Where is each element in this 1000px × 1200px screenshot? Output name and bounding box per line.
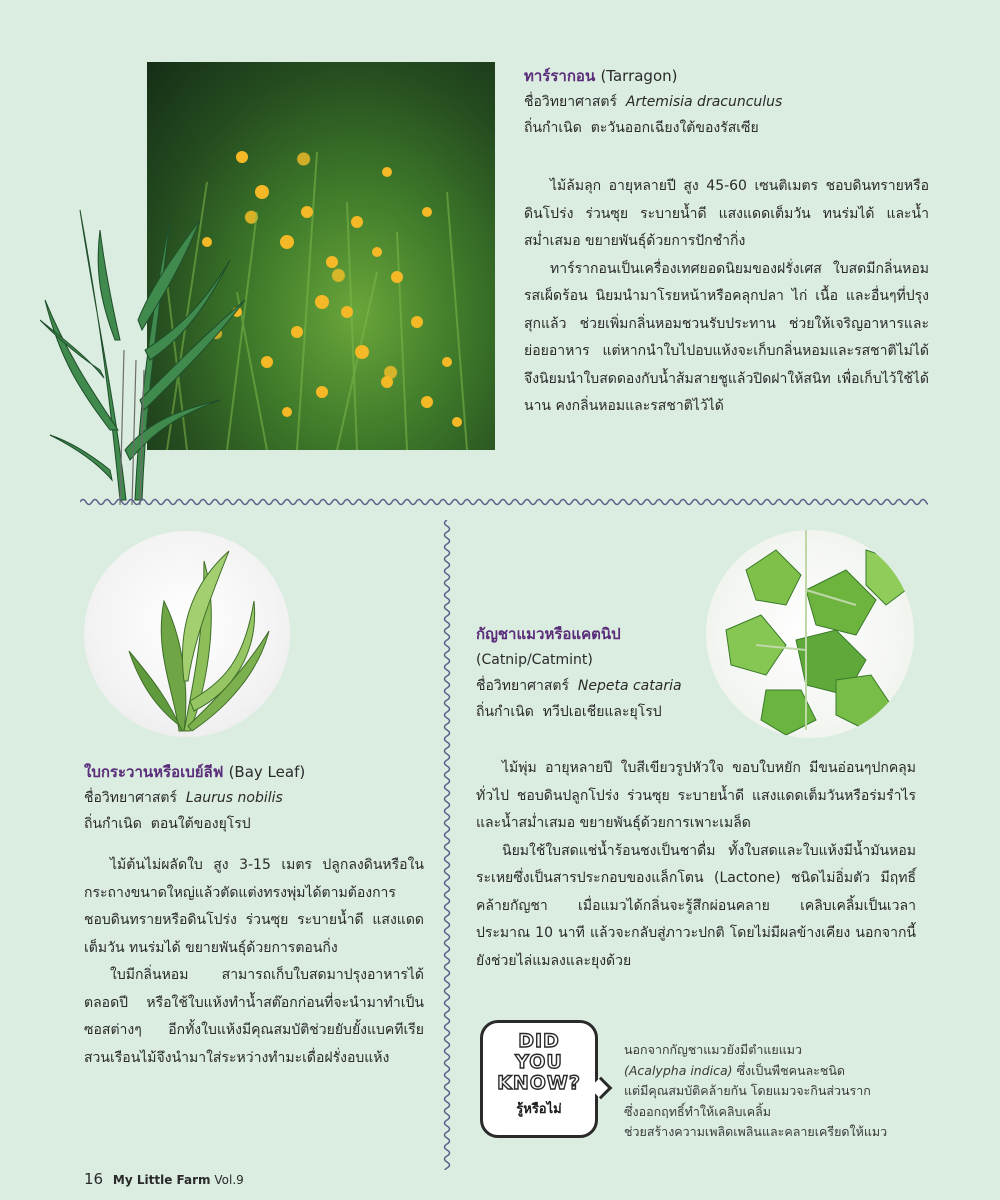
sci-label: ชื่อวิทยาศาสตร์ xyxy=(476,678,569,694)
tarragon-origin xyxy=(524,115,929,141)
page-footer xyxy=(84,1170,244,1188)
did-you-know-badge xyxy=(480,1020,598,1138)
sci-label: ชื่อวิทยาศาสตร์ xyxy=(84,790,177,806)
bay-origin xyxy=(84,811,424,837)
catnip-origin xyxy=(476,699,736,725)
bay-paragraph-2: ใบมีกลิ่นหอม สามารถเก็บใบสดมาปรุงอาหารได้ตลอดปี หรือใช้ใบแห้งทำน้ำสต๊อกก่อนที่จะนำมาทำเป็นซอสต่างๆ อีกทั้งใบแห้งมีคุณสมบัติช่วยยับยั้งแบคทีเรีย สวนเรือนไม้จึงนำมาใส่ระหว่างทำมะเดื่อฝรั่งอบแห้ง xyxy=(84,967,424,1066)
note-line-4: ซึ่งออกฤทธิ์ทำให้เคลิบเคลิ้ม xyxy=(624,1103,771,1119)
sci-name: Laurus nobilis xyxy=(185,790,283,806)
did-you-know-thai: รู้หรือไม่ xyxy=(516,1102,562,1117)
did-you-know-word-1: DID xyxy=(518,1030,560,1052)
note-sci-name: (Acalypha indica) xyxy=(624,1062,733,1078)
bay-title-english: (Bay Leaf) xyxy=(228,763,306,781)
tarragon-header-block xyxy=(524,64,929,141)
horizontal-wavy-divider xyxy=(80,494,928,508)
did-you-know-word-2: YOU xyxy=(515,1051,563,1073)
bay-title xyxy=(84,760,424,785)
magazine-volume: Vol.9 xyxy=(214,1173,244,1187)
bay-title-thai: ใบกระวานหรือเบย์ลีฟ xyxy=(84,763,224,781)
bay-paragraph-1: ไม้ต้นไม่ผลัดใบ สูง 3-15 เมตร ปลูกลงดินหรือในกระถางขนาดใหญ่แล้วตัดแต่งทรงพุ่มได้ตามต้องการ ชอบดินทรายหรือดินโปร่ง ร่วนซุย ระบายน้ำดี แสงแดดเต็มวัน ทนร่มได้ ขยายพันธุ์ด้วยการตอนกิ่ง xyxy=(84,857,424,956)
tarragon-title xyxy=(524,64,929,89)
origin-label: ถิ่นกำเนิด xyxy=(476,704,534,720)
catnip-body xyxy=(476,755,916,975)
origin-value: ทวีปเอเชียและยุโรป xyxy=(542,704,662,720)
note-line-2 xyxy=(624,1061,924,1082)
tarragon-paragraph-1: ไม้ล้มลุก อายุหลายปี สูง 45-60 เซนติเมตร ชอบดินทรายหรือดินโปร่ง ร่วนซุย ระบายน้ำดี แสงแดดเต็มวัน ทนร่มได้ และน้ำสม่ำเสมอ ขยายพันธุ์ด้วยการปักชำกิ่ง xyxy=(524,178,929,249)
bay-scientific-name xyxy=(84,785,424,811)
origin-label: ถิ่นกำเนิด xyxy=(524,120,582,136)
catnip-title-thai: กัญชาแมวหรือแคตนิป xyxy=(476,625,621,643)
note-line-1: นอกจากกัญชาแมวยังมีตำแยแมว xyxy=(624,1042,803,1057)
note-line-2-rest: ซึ่งเป็นพืชคนละชนิด xyxy=(732,1062,846,1078)
tarragon-body xyxy=(524,173,929,421)
catnip-photo xyxy=(706,530,914,738)
catnip-paragraph-1: ไม้พุ่ม อายุหลายปี ใบสีเขียวรูปหัวใจ ขอบใบหยัก มีขนอ่อนๆปกคลุมทั่วไป ชอบดินปลูกโปร่ง ร่วนซุย ระบายน้ำดี แสงแดดเต็มวันหรือร่มรำไร และน้ำสม่ำเสมอ ขยายพันธุ์ด้วยการเพาะเมล็ด xyxy=(476,760,916,831)
catnip-header-block xyxy=(476,622,736,725)
bay-leaf-photo xyxy=(84,531,290,737)
magazine-name: My Little Farm xyxy=(112,1173,211,1187)
note-line-5: ช่วยสร้างความเพลิดเพลินและคลายเครียดให้แมว xyxy=(624,1124,888,1139)
tarragon-scientific-name xyxy=(524,89,929,115)
bay-body xyxy=(84,852,424,1072)
did-you-know-note xyxy=(624,1040,924,1143)
origin-value: ตะวันออกเฉียงใต้ของรัสเซีย xyxy=(590,120,759,136)
tarragon-title-english: (Tarragon) xyxy=(600,67,678,85)
did-you-know-word-3: KNOW? xyxy=(497,1072,581,1094)
bay-header-block xyxy=(84,760,424,837)
sci-label: ชื่อวิทยาศาสตร์ xyxy=(524,94,617,110)
sci-name: Nepeta cataria xyxy=(577,678,682,694)
vertical-wavy-divider xyxy=(440,520,454,1170)
note-line-3: แต่มีคุณสมบัติคล้ายกัน โดยแมวจะกินส่วนราก xyxy=(624,1083,871,1098)
tarragon-sprig-illustration xyxy=(40,200,250,505)
catnip-title-english: (Catnip/Catmint) xyxy=(476,652,593,668)
origin-label: ถิ่นกำเนิด xyxy=(84,816,142,832)
tarragon-paragraph-2: ทาร์รากอนเป็นเครื่องเทศยอดนิยมของฝรั่งเศส ใบสดมีกลิ่นหอม รสเผ็ดร้อน นิยมนำมาโรยหน้าหรือคลุกปลา ไก่ เนื้อ และอื่นๆที่ปรุงสุกแล้ว ช่วยเพิ่มกลิ่นหอมชวนรับประทาน ช่วยให้เจริญอาหารและย่อยอาหาร แต่หากนำใบไปอบแห้งจะเก็บกลิ่นหอมและรสชาติไม่ได้ จึงนิยมนำใบสดดองกับน้ำส้มสายชูแล้วปิดฝาให้สนิท เพื่อเก็บไว้ใช้ได้นาน คงกลิ่นหอมและรสชาติไว้ได้ xyxy=(524,260,929,414)
page-number: 16 xyxy=(84,1170,104,1188)
catnip-paragraph-2: นิยมใช้ใบสดแช่น้ำร้อนชงเป็นชาดื่ม ทั้งใบสดและใบแห้งมีน้ำมันหอมระเหยซึ่งเป็นสารประกอบของแล็กโตน (Lactone) ชนิดไม่อิ่มตัว มีฤทธิ์คล้ายกัญชา เมื่อแมวได้กลิ่นจะรู้สึกผ่อนคลาย เคลิบเคลิ้มเป็นเวลาประมาณ 10 นาที แล้วจะกลับสู่ภาวะปกติ โดยไม่มีผลข้างเคียง นอกจากนี้ยังช่วยไล่แมลงและยุงด้วย xyxy=(476,842,916,969)
catnip-scientific-name xyxy=(476,673,736,699)
origin-value: ตอนใต้ของยุโรป xyxy=(150,816,251,832)
tarragon-title-thai: ทาร์รากอน xyxy=(524,67,596,85)
sci-name: Artemisia dracunculus xyxy=(625,94,783,110)
